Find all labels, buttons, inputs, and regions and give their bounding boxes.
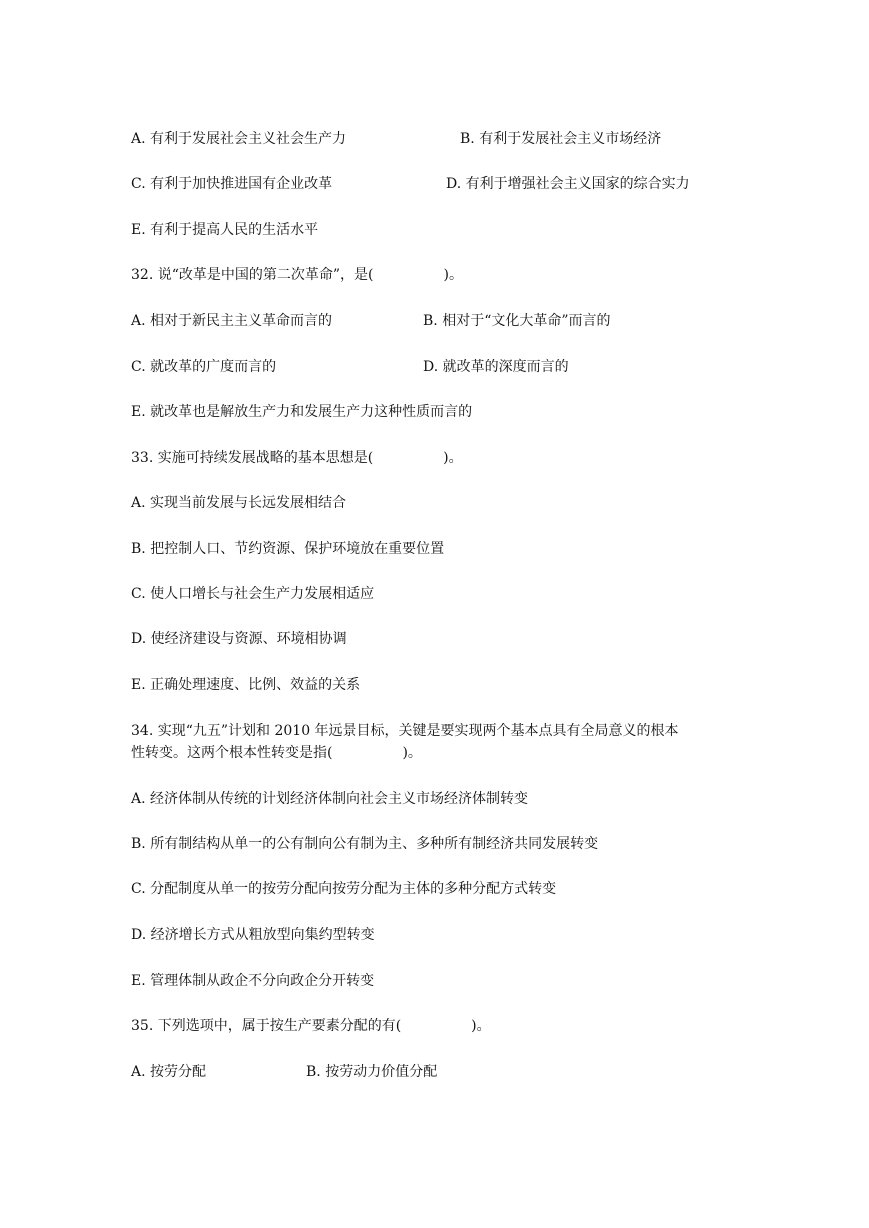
q32-option-e: E. 就改革也是解放生产力和发展生产力这种性质而言的 xyxy=(131,404,473,420)
q31-option-e: E. 有利于提高人民的生活水平 xyxy=(131,222,319,238)
q34-option-a: A. 经济体制从传统的计划经济体制向社会主义市场经济体制转变 xyxy=(131,791,529,807)
q32-stem: 32. 说“改革是中国的第二次革命”，是( )。 xyxy=(131,267,463,283)
q33-option-b: B. 把控制人口、节约资源、保护环境放在重要位置 xyxy=(131,541,445,557)
q32-option-c: C. 就改革的广度而言的 xyxy=(131,359,277,375)
q32-option-a: A. 相对于新民主主义革命而言的 xyxy=(131,313,333,329)
q31-option-d: D. 有利于增强社会主义国家的综合实力 xyxy=(446,176,690,192)
q34-stem-line-2: 性转变。这两个根本性转变是指( )。 xyxy=(131,745,422,761)
q34-option-d: D. 经济增长方式从粗放型向集约型转变 xyxy=(131,927,375,943)
q34-option-c: C. 分配制度从单一的按劳分配向按劳分配为主体的多种分配方式转变 xyxy=(131,881,557,897)
q34-stem-line-1: 34. 实现“九五”计划和 2010 年远景目标，关键是要实现两个基本点具有全局意义的根本 xyxy=(131,723,679,739)
q34-option-e: E. 管理体制从政企不分向政企分开转变 xyxy=(131,973,375,989)
q33-option-e: E. 正确处理速度、比例、效益的关系 xyxy=(131,677,361,693)
q32-option-b: B. 相对于“文化大革命”而言的 xyxy=(423,313,611,329)
q33-stem: 33. 实施可持续发展战略的基本思想是( )。 xyxy=(131,450,463,466)
q34-option-b: B. 所有制结构从单一的公有制向公有制为主、多种所有制经济共同发展转变 xyxy=(131,836,599,852)
q33-option-a: A. 实现当前发展与长远发展相结合 xyxy=(131,495,347,511)
q33-option-c: C. 使人口增长与社会生产力发展相适应 xyxy=(131,586,375,602)
q31-option-a: A. 有利于发展社会主义社会生产力 xyxy=(131,131,347,147)
q32-option-d: D. 就改革的深度而言的 xyxy=(423,359,569,375)
q33-option-d: D. 使经济建设与资源、环境相协调 xyxy=(131,631,347,647)
q31-option-b: B. 有利于发展社会主义市场经济 xyxy=(460,131,662,147)
q35-stem: 35. 下列选项中，属于按生产要素分配的有( )。 xyxy=(131,1018,491,1034)
q35-option-a: A. 按劳分配 xyxy=(131,1064,207,1080)
q31-option-c: C. 有利于加快推进国有企业改革 xyxy=(131,176,333,192)
q35-option-b: B. 按劳动力价值分配 xyxy=(306,1064,438,1080)
